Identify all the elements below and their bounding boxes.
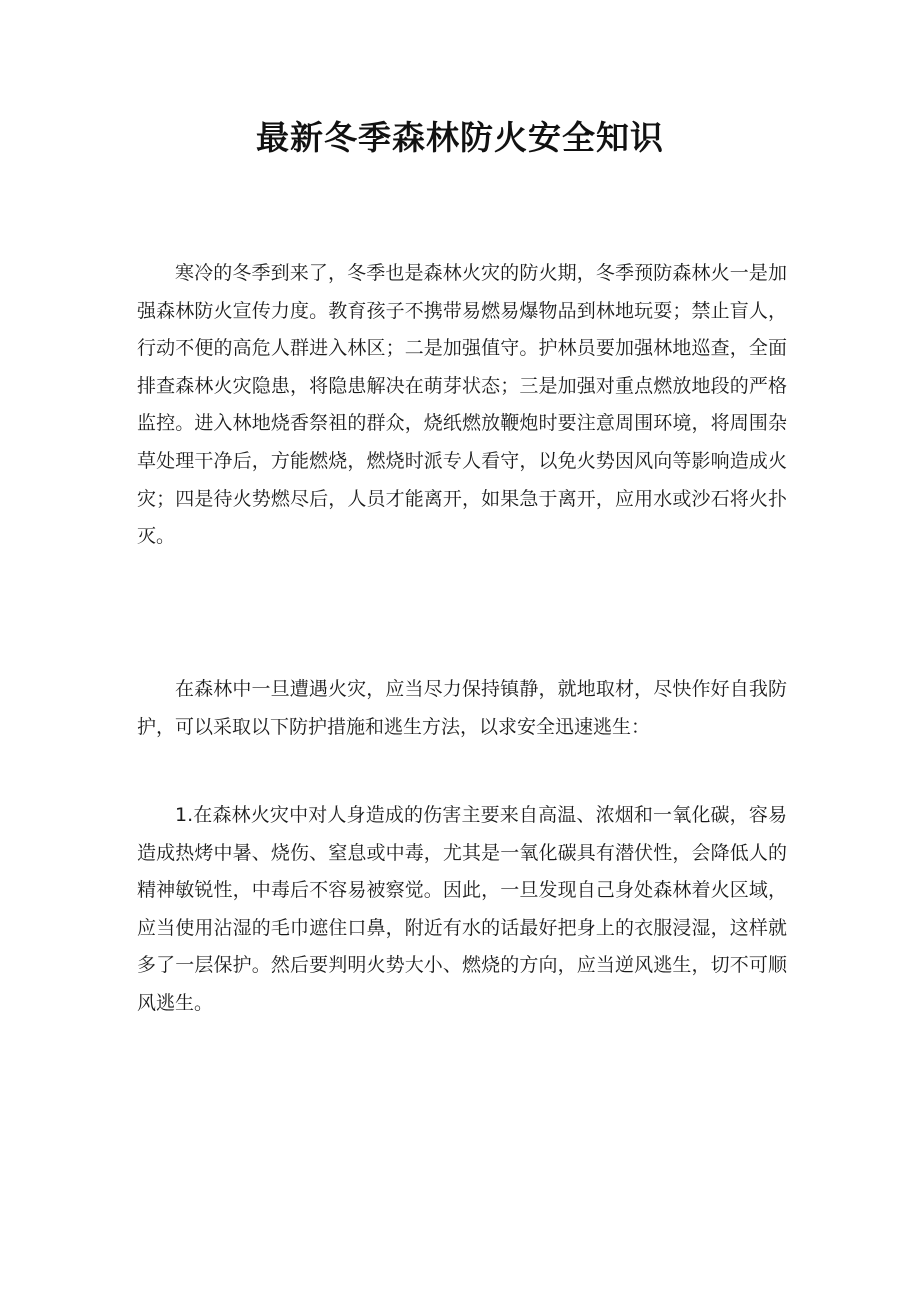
paragraph-escape-step-1: 1.在森林火灾中对人身造成的伤害主要来自高温、浓烟和一氧化碳，容易造成热烤中暑、烧伤、窒息或中毒，尤其是一氧化碳具有潜伏性，会降低人的精神敏锐性，中毒后不容易被察觉。因此，一旦发现自己身处森林着火区域，应当使用沾湿的毛巾遮住口鼻，附近有水的话最好把身上的衣服浸湿，这样就多了一层保护。然后要判明火势大小、燃烧的方向，应当逆风逃生，切不可顺风逃生。: [137, 804, 787, 1014]
paragraph-escape-intro: 在森林中一旦遭遇火灾，应当尽力保持镇静，就地取材，尽快作好自我防护，可以采取以下防护措施和逃生方法，以求安全迅速逃生：: [137, 678, 787, 738]
document-title: 最新冬季森林防火安全知识: [256, 118, 664, 157]
paragraph-winter-prevention: 寒冷的冬季到来了，冬季也是森林火灾的防火期，冬季预防森林火一是加强森林防火宣传力度。教育孩子不携带易燃易爆物品到林地玩耍；禁止盲人，行动不便的高危人群进入林区；二是加强值守。护林员要加强林地巡查，全面排查森林火灾隐患，将隐患解决在萌芽状态；三是加强对重点燃放地段的严格监控。进入林地烧香祭祖的群众，烧纸燃放鞭炮时要注意周围环境，将周围杂草处理干净后，方能燃烧，燃烧时派专人看守，以免火势因风向等影响造成火灾；四是待火势燃尽后，人员才能离开，如果急于离开，应用水或沙石将火扑灭。: [137, 262, 787, 548]
